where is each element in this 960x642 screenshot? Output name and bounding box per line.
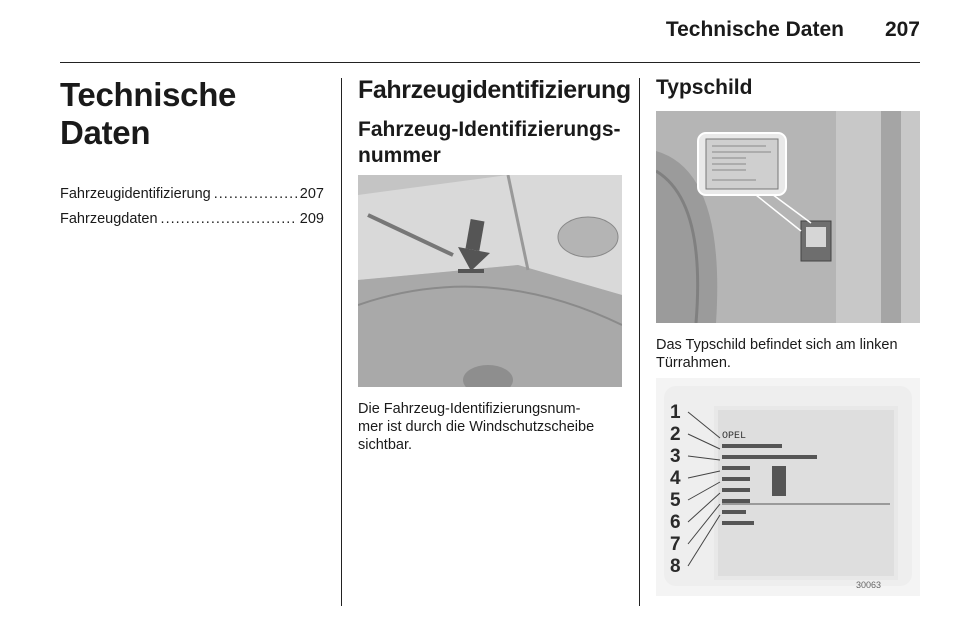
callout-number: 2	[670, 424, 681, 445]
toc-label: Fahrzeugdaten	[60, 211, 158, 227]
typschild-callout	[698, 133, 786, 195]
toc-page: 207	[299, 186, 324, 202]
callout-number: 4	[670, 468, 681, 489]
typschild-detail-figure	[656, 378, 920, 596]
body-line: sichtbar.	[358, 437, 412, 453]
header-rule	[60, 62, 920, 63]
section-title: Typschild	[656, 76, 753, 99]
callout-number: 8	[670, 556, 681, 577]
typschild-description	[656, 336, 946, 372]
subsection-title: Fahrzeug-Identifizierungs-nummer	[358, 118, 621, 167]
body-line: Die Fahrzeug-Identifizierungsnum-	[358, 401, 581, 417]
toc-label: Fahrzeugidentifizierung	[60, 186, 211, 202]
chapter-column	[60, 76, 324, 236]
callout-number: 6	[670, 512, 681, 533]
body-line: Das Typschild befindet sich am linken	[656, 337, 898, 353]
typschild-column	[656, 76, 920, 100]
page-header-title: Technische Daten	[665, 18, 844, 41]
identification-column	[358, 76, 631, 169]
door-frame-illustration	[656, 111, 920, 323]
page-number: 207	[884, 18, 920, 41]
vin-description	[358, 400, 632, 454]
windshield-vin-figure	[358, 175, 622, 387]
column-rule-left	[341, 78, 342, 606]
section-title: Fahrzeugidentifizierung	[358, 76, 631, 104]
plate-brand: OPEL	[722, 431, 747, 442]
callout-number: 7	[670, 534, 681, 555]
toc-entry-fahrzeugidentifizierung[interactable]	[60, 186, 324, 202]
toc-page: 209	[299, 211, 324, 227]
column-rule-right	[639, 78, 640, 606]
door-frame-figure	[656, 111, 920, 323]
body-line: mer ist durch die Windschutzscheibe	[358, 419, 595, 435]
toc-entry-fahrzeugdaten[interactable]	[60, 211, 324, 227]
callout-number: 3	[670, 446, 681, 467]
figure-number: 30063	[855, 580, 881, 590]
typschild-detail-illustration	[656, 378, 920, 596]
callout-number: 5	[670, 490, 681, 511]
windshield-vin-illustration	[358, 175, 622, 387]
callout-number: 1	[670, 402, 681, 423]
chapter-title: Technische Daten	[60, 76, 237, 151]
toc-leader	[214, 186, 297, 202]
body-line: Türrahmen.	[656, 355, 731, 371]
toc-leader	[161, 211, 297, 227]
